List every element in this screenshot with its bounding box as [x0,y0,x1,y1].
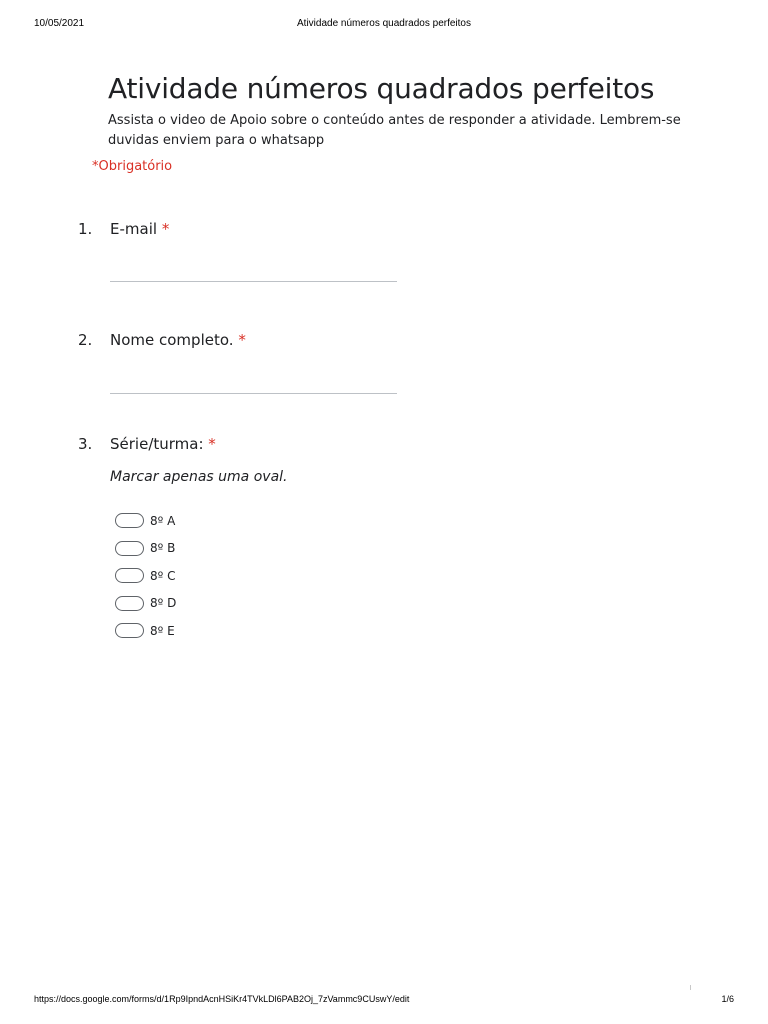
print-date: 10/05/2021 [34,18,85,29]
oval-radio[interactable] [115,623,144,638]
footer-url: https://docs.google.com/forms/d/1Rp9IpndAcnHSiKr4TVkLDl6PAB2Oj_7zVammc9CUswY/edit [34,994,410,1004]
option-8c[interactable] [115,562,176,590]
option-8e[interactable] [115,617,176,645]
question-number: 1. [78,220,93,238]
question-full-name [78,331,246,349]
question-number: 2. [78,331,93,349]
required-star: * [208,435,216,453]
option-label: 8º E [150,623,175,638]
option-8b[interactable] [115,535,176,563]
form-description: Assista o video de Apoio sobre o conteúdo antes de responder a atividade. Lembrem-se duvidas enviem para o whatsapp [108,113,681,148]
option-label: 8º C [150,568,176,583]
question-class [78,435,216,453]
question-email [78,220,169,238]
option-label: 8º D [150,596,177,611]
corner-mark [690,985,691,990]
class-options [115,507,176,645]
oval-radio[interactable] [115,596,144,611]
page-number: 1/6 [721,994,734,1004]
option-label: 8º A [150,513,176,528]
question-label: E-mail [110,220,158,238]
oval-radio[interactable] [115,568,144,583]
full-name-field[interactable] [110,393,397,394]
question-hint: Marcar apenas uma oval. [110,469,288,485]
email-field[interactable] [110,281,397,282]
required-note: *Obrigatório [92,159,173,174]
question-label: Nome completo. [110,331,234,349]
print-header-title: Atividade números quadrados perfeitos [297,18,471,29]
question-number: 3. [78,435,93,453]
oval-radio[interactable] [115,541,144,556]
oval-radio[interactable] [115,513,144,528]
option-8d[interactable] [115,590,176,618]
required-star: * [238,331,246,349]
option-label: 8º B [150,541,176,556]
question-label: Série/turma: [110,435,204,453]
form-title: Atividade números quadrados perfeitos [108,72,655,105]
required-star: * [161,220,170,238]
option-8a[interactable] [115,507,176,535]
